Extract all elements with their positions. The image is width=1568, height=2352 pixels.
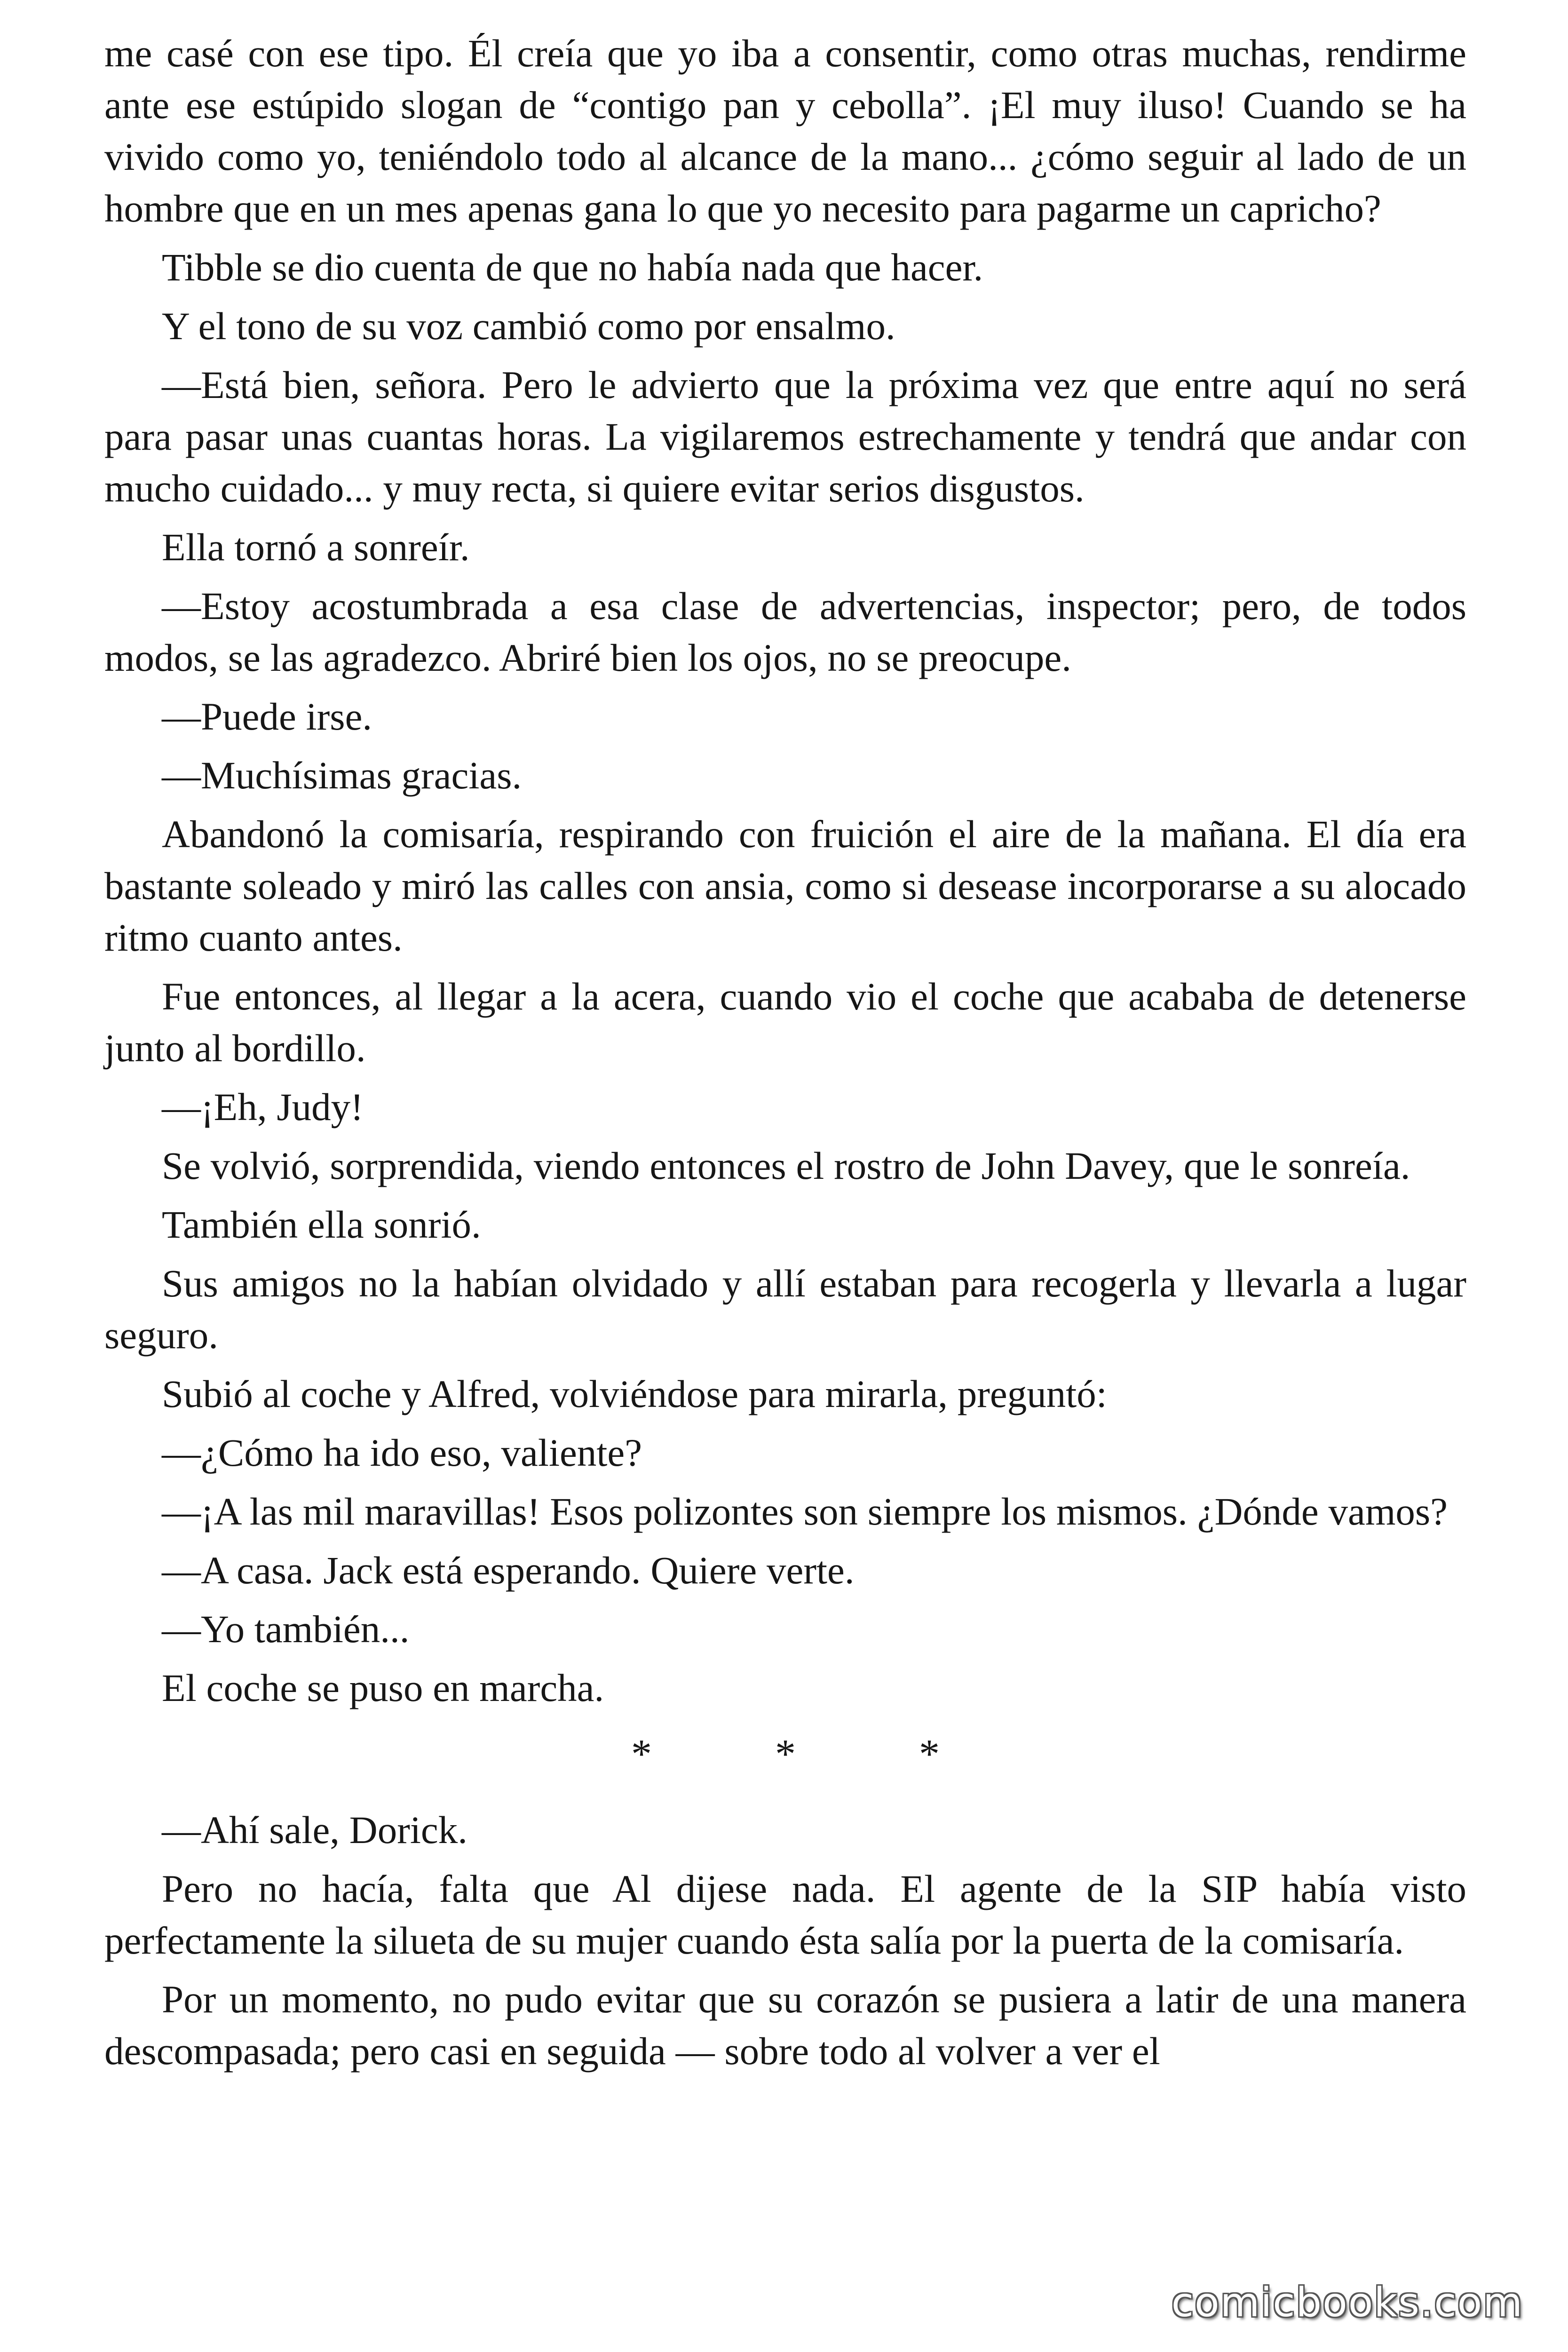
paragraph: Se volvió, sorprendida, viendo entonces el rostro de John Davey, que le sonreía. [162,1144,1410,1187]
paragraph-continued: me casé con ese tipo. Él creía que yo iba a consentir, como otras muchas, rendirme ante ese estúpido slogan de “contigo pan y cebolla”. ¡El muy iluso! Cuando se ha vivido como yo, teniéndolo todo al alcance de la mano... ¿cómo seguir al lado de un hombre que en un mes apenas gana lo que yo necesito para pagarme un capricho? [104,32,1466,230]
paragraph: Y el tono de su voz cambió como por ensalmo. [162,304,895,348]
paragraph: —Yo también... [162,1607,410,1651]
paragraph: Subió al coche y Alfred, volviéndose para mirarla, preguntó: [162,1372,1107,1415]
section-separator: * * * [631,1732,996,1777]
paragraph: El coche se puso en marcha. [162,1666,604,1709]
paragraph: —Está bien, señora. Pero le advierto que la próxima vez que entre aquí no será para pasar unas cuantas horas. La vigilaremos estrechamente y tendrá que andar con mucho cuidado... y muy recta, si quiere evitar serios disgustos. [104,363,1466,510]
paragraph: —Puede irse. [162,695,372,738]
book-page [104,27,1466,2077]
paragraph: Por un momento, no pudo evitar que su corazón se pusiera a latir de una manera descompasada; pero casi en seguida — sobre todo al volver a ver el [104,1978,1466,2073]
paragraph: —¡A las mil maravillas! Esos polizontes son siempre los mismos. ¿Dónde vamos? [162,1490,1448,1533]
paragraph: Abandonó la comisaría, respirando con fruición el aire de la mañana. El día era bastante soleado y miró las calles con ansia, como si desease incorporarse a su alocado ritmo cuanto antes. [104,812,1466,959]
paragraph: —¿Cómo ha ido eso, valiente? [162,1431,642,1474]
paragraph: También ella sonrió. [162,1203,481,1246]
paragraph: —¡Eh, Judy! [162,1085,364,1128]
paragraph: —Estoy acostumbrada a esa clase de advertencias, inspector; pero, de todos modos, se las agradezco. Abriré bien los ojos, no se preocupe. [104,584,1466,679]
paragraph: —A casa. Jack está esperando. Quiere verte. [162,1549,855,1592]
paragraph: —Ahí sale, Dorick. [162,1808,468,1851]
paragraph: Sus amigos no la habían olvidado y allí estaban para recogerla y llevarla a lugar seguro. [104,1262,1466,1357]
paragraph: Fue entonces, al llegar a la acera, cuando vio el coche que acababa de detenerse junto al bordillo. [104,975,1466,1070]
paragraph: Pero no hacía, falta que Al dijese nada. El agente de la SIP había visto perfectamente la silueta de su mujer cuando ésta salía por la puerta de la comisaría. [104,1867,1466,1962]
paragraph: —Muchísimas gracias. [162,754,522,797]
paragraph: Tibble se dio cuenta de que no había nada que hacer. [162,246,983,289]
watermark-logo: comicbooks.com [1171,2279,1523,2326]
paragraph: Ella tornó a sonreír. [162,525,470,569]
